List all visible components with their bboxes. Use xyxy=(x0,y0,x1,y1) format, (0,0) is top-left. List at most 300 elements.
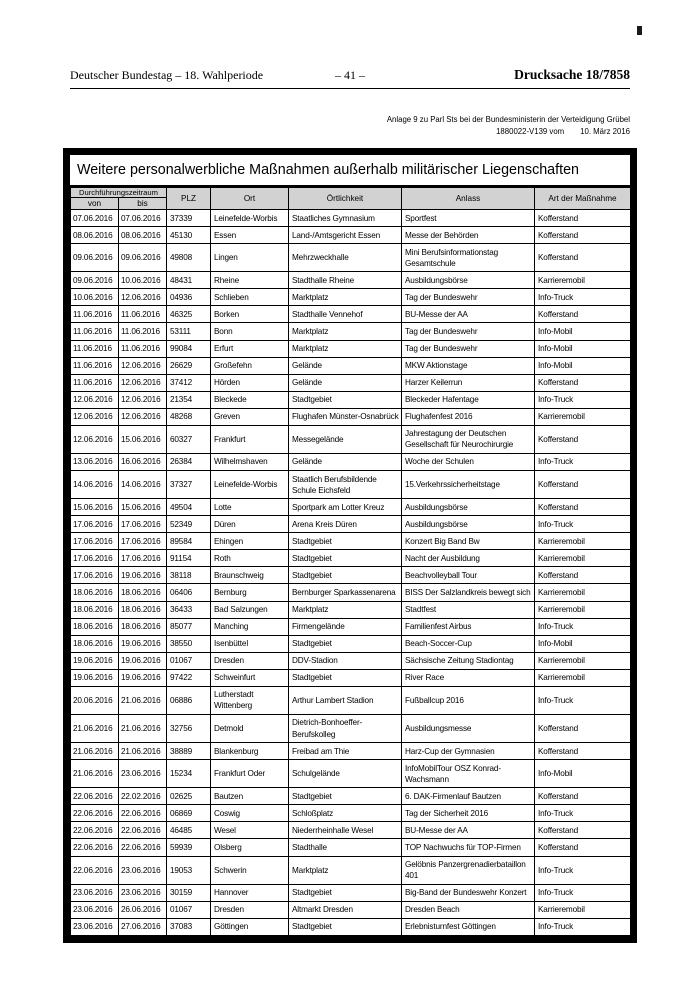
table-cell: Gelände xyxy=(289,357,402,374)
table-cell: 49504 xyxy=(167,499,211,516)
table-cell: 23.06.2016 xyxy=(119,884,167,901)
table-cell: Lotte xyxy=(211,499,289,516)
table-cell: 15.06.2016 xyxy=(71,499,119,516)
table-cell: Stadtgebiet xyxy=(289,533,402,550)
table-cell: Niederrheinhalle Wesel xyxy=(289,822,402,839)
table-cell: 09.06.2016 xyxy=(71,272,119,289)
table-cell: Karrieremobil xyxy=(535,272,631,289)
table-cell: Beach-Soccer-Cup xyxy=(402,635,535,652)
table-row xyxy=(71,306,631,323)
table-cell: 23.06.2016 xyxy=(119,760,167,788)
table-cell: 52349 xyxy=(167,516,211,533)
table-cell: Info-Truck xyxy=(535,289,631,306)
table-cell: Karrieremobil xyxy=(535,669,631,686)
table-cell: Stadtgebiet xyxy=(289,635,402,652)
table-cell: Greven xyxy=(211,408,289,425)
table-cell: 22.06.2016 xyxy=(119,839,167,856)
table-cell: Info-Mobil xyxy=(535,340,631,357)
table-cell: Kofferstand xyxy=(535,425,631,453)
table-cell: Kofferstand xyxy=(535,567,631,584)
table-cell: 04936 xyxy=(167,289,211,306)
table-cell: 17.06.2016 xyxy=(71,516,119,533)
table-cell: 53111 xyxy=(167,323,211,340)
table-cell: Lutherstadt Wittenberg xyxy=(211,686,289,714)
table-cell: 11.06.2016 xyxy=(119,340,167,357)
scan-artifact xyxy=(637,26,642,35)
table-row xyxy=(71,374,631,391)
table-cell: 15.06.2016 xyxy=(119,499,167,516)
table-cell: 6. DAK-Firmenlauf Bautzen xyxy=(402,788,535,805)
table-cell: Borken xyxy=(211,306,289,323)
table-cell: 11.06.2016 xyxy=(71,306,119,323)
table-cell: 19053 xyxy=(167,856,211,884)
table-cell: Stadthalle Vennehof xyxy=(289,306,402,323)
table-cell: 22.06.2016 xyxy=(119,822,167,839)
table-cell: 19.06.2016 xyxy=(119,652,167,669)
table-row xyxy=(71,618,631,635)
table-cell: Info-Truck xyxy=(535,516,631,533)
table-row xyxy=(71,714,631,742)
table-cell: BISS Der Salzlandkreis bewegt sich xyxy=(402,584,535,601)
table-cell: 06869 xyxy=(167,805,211,822)
table-cell: 19.06.2016 xyxy=(119,567,167,584)
table-row xyxy=(71,788,631,805)
table-cell: Info-Mobil xyxy=(535,635,631,652)
table-cell: Fußballcup 2016 xyxy=(402,686,535,714)
table-cell: 12.06.2016 xyxy=(119,357,167,374)
table-cell: 10.06.2016 xyxy=(71,289,119,306)
table-row xyxy=(71,822,631,839)
table-cell: 08.06.2016 xyxy=(119,227,167,244)
table-cell: Ehingen xyxy=(211,533,289,550)
table-cell: Roth xyxy=(211,550,289,567)
table-cell: TOP Nachwuchs für TOP-Firmen xyxy=(402,839,535,856)
table-cell: 85077 xyxy=(167,618,211,635)
table-cell: Kofferstand xyxy=(535,499,631,516)
table-cell: 21.06.2016 xyxy=(71,760,119,788)
table-cell: Kofferstand xyxy=(535,788,631,805)
table-cell: Marktplatz xyxy=(289,856,402,884)
table-cell: 21.06.2016 xyxy=(71,714,119,742)
column-header-art-der-massnahme: Art der Maßnahme xyxy=(535,188,631,210)
table-cell: 08.06.2016 xyxy=(71,227,119,244)
table-cell: Sportfest xyxy=(402,210,535,227)
measures-table xyxy=(70,187,631,936)
table-cell: Karrieremobil xyxy=(535,550,631,567)
table-cell: Tag der Sicherheit 2016 xyxy=(402,805,535,822)
table-cell: InfoMobilTour OSZ Konrad-Wachsmann xyxy=(402,760,535,788)
table-body xyxy=(71,210,631,936)
table-cell: Ausbildungsmesse xyxy=(402,714,535,742)
table-cell: Dresden Beach xyxy=(402,901,535,918)
table-cell: 15.Verkehrssicherheitstage xyxy=(402,471,535,499)
table-cell: BU-Messe der AA xyxy=(402,306,535,323)
table-cell: Info-Mobil xyxy=(535,760,631,788)
table-cell: Stadtgebiet xyxy=(289,550,402,567)
table-cell: Nacht der Ausbildung xyxy=(402,550,535,567)
table-cell: Hannover xyxy=(211,884,289,901)
table-cell: Leinefelde-Worbis xyxy=(211,210,289,227)
table-cell: 17.06.2016 xyxy=(119,516,167,533)
table-cell: Kofferstand xyxy=(535,714,631,742)
table-cell: Kofferstand xyxy=(535,822,631,839)
table-cell: DDV-Stadion xyxy=(289,652,402,669)
table-row xyxy=(71,272,631,289)
column-header-bis: bis xyxy=(119,198,167,210)
table-cell: Stadtgebiet xyxy=(289,788,402,805)
column-header-durchfuehrungszeitraum: Durchführungszeitraum xyxy=(71,188,167,198)
table-cell: 21.06.2016 xyxy=(119,714,167,742)
table-header xyxy=(71,188,631,210)
table-cell: 13.06.2016 xyxy=(71,453,119,470)
table-cell: Kofferstand xyxy=(535,374,631,391)
column-header-plz: PLZ xyxy=(167,188,211,210)
annotation-block xyxy=(387,114,630,137)
table-cell: 30159 xyxy=(167,884,211,901)
table-cell: 20.06.2016 xyxy=(71,686,119,714)
table-cell: Firmengelände xyxy=(289,618,402,635)
table-cell: 23.06.2016 xyxy=(71,884,119,901)
table-cell: 11.06.2016 xyxy=(119,306,167,323)
table-cell: 38550 xyxy=(167,635,211,652)
table-cell: Mini Berufsinformationstag Gesamtschule xyxy=(402,244,535,272)
table-cell: 18.06.2016 xyxy=(119,601,167,618)
table-cell: Olsberg xyxy=(211,839,289,856)
table-cell: 26.06.2016 xyxy=(119,901,167,918)
table-cell: Frankfurt Oder xyxy=(211,760,289,788)
table-cell: 17.06.2016 xyxy=(119,533,167,550)
table-cell: Konzert Big Band Bw xyxy=(402,533,535,550)
table-cell: Kofferstand xyxy=(535,244,631,272)
table-cell: Kofferstand xyxy=(535,306,631,323)
table-cell: Bernburg xyxy=(211,584,289,601)
table-cell: 21354 xyxy=(167,391,211,408)
table-cell: Jahrestagung der Deutschen Gesellschaft für Neurochirurgie xyxy=(402,425,535,453)
table-row xyxy=(71,601,631,618)
table-cell: 91154 xyxy=(167,550,211,567)
table-cell: 12.06.2016 xyxy=(119,289,167,306)
table-row xyxy=(71,635,631,652)
table-cell: Bautzen xyxy=(211,788,289,805)
table-cell: Harz-Cup der Gymnasien xyxy=(402,743,535,760)
table-cell: 19.06.2016 xyxy=(119,669,167,686)
table-cell: Lingen xyxy=(211,244,289,272)
table-row xyxy=(71,901,631,918)
table-cell: Hörden xyxy=(211,374,289,391)
table-cell: Göttingen xyxy=(211,918,289,935)
table-cell: 22.06.2016 xyxy=(71,839,119,856)
table-row xyxy=(71,425,631,453)
table-cell: Blankenburg xyxy=(211,743,289,760)
table-cell: Stadtgebiet xyxy=(289,884,402,901)
table-cell: 22.06.2016 xyxy=(71,805,119,822)
table-cell: Messegelände xyxy=(289,425,402,453)
table-cell: 09.06.2016 xyxy=(71,244,119,272)
table-row xyxy=(71,323,631,340)
table-cell: MKW Aktionstage xyxy=(402,357,535,374)
table-cell: 38118 xyxy=(167,567,211,584)
table-cell: Karrieremobil xyxy=(535,584,631,601)
table-cell: 16.06.2016 xyxy=(119,453,167,470)
table-cell: 09.06.2016 xyxy=(119,244,167,272)
annotation-line2 xyxy=(387,126,630,138)
table-cell: 15234 xyxy=(167,760,211,788)
table-cell: 17.06.2016 xyxy=(71,533,119,550)
table-cell: 18.06.2016 xyxy=(119,618,167,635)
table-cell: Stadthalle Rheine xyxy=(289,272,402,289)
table-cell: Info-Truck xyxy=(535,884,631,901)
table-cell: Stadthalle xyxy=(289,839,402,856)
table-cell: Coswig xyxy=(211,805,289,822)
table-cell: 21.06.2016 xyxy=(119,743,167,760)
table-cell: Bernburger Sparkassenarena xyxy=(289,584,402,601)
table-cell: 21.06.2016 xyxy=(119,686,167,714)
table-cell: Gelände xyxy=(289,374,402,391)
table-cell: Leinefelde-Worbis xyxy=(211,471,289,499)
table-cell: Erfurt xyxy=(211,340,289,357)
table-cell: Arthur Lambert Stadion xyxy=(289,686,402,714)
table-cell: 46485 xyxy=(167,822,211,839)
table-cell: 37339 xyxy=(167,210,211,227)
table-cell: 02625 xyxy=(167,788,211,805)
table-cell: Tag der Bundeswehr xyxy=(402,323,535,340)
table-row xyxy=(71,839,631,856)
table-cell: 36433 xyxy=(167,601,211,618)
table-row xyxy=(71,244,631,272)
table-row xyxy=(71,391,631,408)
table-cell: 27.06.2016 xyxy=(119,918,167,935)
table-cell: 99084 xyxy=(167,340,211,357)
table-row xyxy=(71,805,631,822)
table-cell: Ausbildungsbörse xyxy=(402,272,535,289)
table-row xyxy=(71,227,631,244)
annotation-date: 10. März 2016 xyxy=(580,126,630,136)
table-cell: Kofferstand xyxy=(535,227,631,244)
table-cell: 12.06.2016 xyxy=(71,408,119,425)
table-row xyxy=(71,686,631,714)
table-cell: 89584 xyxy=(167,533,211,550)
table-cell: 06886 xyxy=(167,686,211,714)
table-cell: 01067 xyxy=(167,652,211,669)
table-cell: Bonn xyxy=(211,323,289,340)
table-cell: Staatlich Berufsbildende Schule Eichsfeld xyxy=(289,471,402,499)
table-cell: 19.06.2016 xyxy=(119,635,167,652)
table-row xyxy=(71,918,631,935)
table-cell: Karrieremobil xyxy=(535,408,631,425)
table-cell: Marktplatz xyxy=(289,289,402,306)
table-row xyxy=(71,550,631,567)
table-cell: 37412 xyxy=(167,374,211,391)
table-cell: 48268 xyxy=(167,408,211,425)
table-cell: 18.06.2016 xyxy=(71,635,119,652)
table-cell: 59939 xyxy=(167,839,211,856)
table-cell: Messe der Behörden xyxy=(402,227,535,244)
table-cell: Marktplatz xyxy=(289,601,402,618)
page-number: – 41 – xyxy=(335,68,365,82)
table-cell: Flughafenfest 2016 xyxy=(402,408,535,425)
table-cell: 18.06.2016 xyxy=(119,584,167,601)
table-row xyxy=(71,453,631,470)
table-cell: Stadtgebiet xyxy=(289,669,402,686)
table-cell: Dietrich-Bonhoeffer-Berufskolleg xyxy=(289,714,402,742)
table-row xyxy=(71,516,631,533)
table-row xyxy=(71,760,631,788)
table-cell: Düren xyxy=(211,516,289,533)
table-cell: Bleckeder Hafentage xyxy=(402,391,535,408)
table-cell: 26384 xyxy=(167,453,211,470)
table-cell: Beachvolleyball Tour xyxy=(402,567,535,584)
page-header xyxy=(70,67,630,89)
table-row xyxy=(71,289,631,306)
table-cell: 12.06.2016 xyxy=(71,391,119,408)
table-cell: Wilhelmshaven xyxy=(211,453,289,470)
table-cell: 45130 xyxy=(167,227,211,244)
table-cell: Schulgelände xyxy=(289,760,402,788)
table-cell: Tag der Bundeswehr xyxy=(402,289,535,306)
table-cell: Bad Salzungen xyxy=(211,601,289,618)
table-cell: 12.06.2016 xyxy=(119,391,167,408)
table-cell: Rheine xyxy=(211,272,289,289)
table-cell: Isenbüttel xyxy=(211,635,289,652)
table-cell: 19.06.2016 xyxy=(71,669,119,686)
table-cell: 38889 xyxy=(167,743,211,760)
table-cell: Info-Truck xyxy=(535,453,631,470)
column-header-oertlichkeit: Örtlichkeit xyxy=(289,188,402,210)
table-cell: 18.06.2016 xyxy=(71,618,119,635)
table-cell: 12.06.2016 xyxy=(71,425,119,453)
table-cell: Karrieremobil xyxy=(535,652,631,669)
table-cell: Sächsische Zeitung Stadiontag xyxy=(402,652,535,669)
table-row xyxy=(71,743,631,760)
table-cell: 15.06.2016 xyxy=(119,425,167,453)
table-row xyxy=(71,533,631,550)
table-cell: 37083 xyxy=(167,918,211,935)
table-cell: 23.06.2016 xyxy=(71,901,119,918)
table-cell: 97422 xyxy=(167,669,211,686)
table-cell: Karrieremobil xyxy=(535,533,631,550)
table-cell: Frankfurt xyxy=(211,425,289,453)
table-cell: Ausbildungsbörse xyxy=(402,516,535,533)
table-cell: 06406 xyxy=(167,584,211,601)
table-row xyxy=(71,357,631,374)
table-cell: Land-/Amtsgericht Essen xyxy=(289,227,402,244)
table-cell: Info-Truck xyxy=(535,805,631,822)
table-row xyxy=(71,499,631,516)
header-left: Deutscher Bundestag – 18. Wahlperiode xyxy=(70,68,264,82)
table-cell: 46325 xyxy=(167,306,211,323)
table-cell: Essen xyxy=(211,227,289,244)
table-cell: 11.06.2016 xyxy=(119,323,167,340)
table-cell: 22.06.2016 xyxy=(119,805,167,822)
table-cell: 22.02.2016 xyxy=(119,788,167,805)
table-cell: Kofferstand xyxy=(535,743,631,760)
table-cell: Detmold xyxy=(211,714,289,742)
table-cell: Gelöbnis Panzergrenadierbataillon 401 xyxy=(402,856,535,884)
table-cell: Schweinfurt xyxy=(211,669,289,686)
table-cell: Staatliches Gymnasium xyxy=(289,210,402,227)
table-row xyxy=(71,856,631,884)
table-cell: Karrieremobil xyxy=(535,601,631,618)
column-header-ort: Ort xyxy=(211,188,289,210)
table-row xyxy=(71,567,631,584)
table-cell: 23.06.2016 xyxy=(119,856,167,884)
table-cell: Großefehn xyxy=(211,357,289,374)
table-cell: Info-Truck xyxy=(535,391,631,408)
table-cell: 11.06.2016 xyxy=(71,357,119,374)
table-cell: 17.06.2016 xyxy=(71,567,119,584)
table-row xyxy=(71,584,631,601)
table-cell: 17.06.2016 xyxy=(71,550,119,567)
table-cell: Flughafen Münster-Osnabrück xyxy=(289,408,402,425)
table-cell: BU-Messe der AA xyxy=(402,822,535,839)
table-cell: 17.06.2016 xyxy=(119,550,167,567)
table-cell: Kofferstand xyxy=(535,839,631,856)
table-cell: Info-Mobil xyxy=(535,357,631,374)
table-cell: Altmarkt Dresden xyxy=(289,901,402,918)
table-row xyxy=(71,471,631,499)
table-cell: 01067 xyxy=(167,901,211,918)
table-cell: 18.06.2016 xyxy=(71,584,119,601)
table-cell: Gelände xyxy=(289,453,402,470)
table-cell: 07.06.2016 xyxy=(119,210,167,227)
table-cell: Info-Truck xyxy=(535,856,631,884)
table-cell: Sportpark am Lotter Kreuz xyxy=(289,499,402,516)
table-cell: Dresden xyxy=(211,652,289,669)
table-cell: Freibad am Thie xyxy=(289,743,402,760)
table-cell: 11.06.2016 xyxy=(71,374,119,391)
table-cell: 07.06.2016 xyxy=(71,210,119,227)
table-cell: Kofferstand xyxy=(535,210,631,227)
table-cell: 12.06.2016 xyxy=(119,408,167,425)
table-cell: Marktplatz xyxy=(289,323,402,340)
table-cell: Familienfest Airbus xyxy=(402,618,535,635)
table-cell: Stadtgebiet xyxy=(289,567,402,584)
table-cell: Erlebnisturnfest Göttingen xyxy=(402,918,535,935)
table-cell: Woche der Schulen xyxy=(402,453,535,470)
table-cell: Manching xyxy=(211,618,289,635)
table-cell: 18.06.2016 xyxy=(71,601,119,618)
table-cell: Info-Truck xyxy=(535,686,631,714)
column-header-anlass: Anlass xyxy=(402,188,535,210)
table-cell: Schwerin xyxy=(211,856,289,884)
table-cell: River Race xyxy=(402,669,535,686)
table-cell: Arena Kreis Düren xyxy=(289,516,402,533)
table-cell: Stadtgebiet xyxy=(289,391,402,408)
table-cell: Info-Mobil xyxy=(535,323,631,340)
table-cell: Kofferstand xyxy=(535,471,631,499)
table-row xyxy=(71,669,631,686)
table-cell: 37327 xyxy=(167,471,211,499)
table-cell: 22.06.2016 xyxy=(71,822,119,839)
table-row xyxy=(71,210,631,227)
table-row xyxy=(71,408,631,425)
table-cell: 60327 xyxy=(167,425,211,453)
table-cell: Dresden xyxy=(211,901,289,918)
table-cell: Schlieben xyxy=(211,289,289,306)
table-cell: 11.06.2016 xyxy=(71,340,119,357)
table-frame xyxy=(63,148,637,943)
table-cell: Stadtgebiet xyxy=(289,918,402,935)
table-cell: 48431 xyxy=(167,272,211,289)
table-cell: 11.06.2016 xyxy=(71,323,119,340)
table-cell: Ausbildungsbörse xyxy=(402,499,535,516)
column-header-von: von xyxy=(71,198,119,210)
table-cell: Info-Truck xyxy=(535,918,631,935)
table-cell: Info-Truck xyxy=(535,618,631,635)
table-cell: 10.06.2016 xyxy=(119,272,167,289)
annotation-line1: Anlage 9 zu Parl Sts bei der Bundesministerin der Verteidigung Grübel xyxy=(386,115,630,124)
table-cell: Harzer Keilerrun xyxy=(402,374,535,391)
